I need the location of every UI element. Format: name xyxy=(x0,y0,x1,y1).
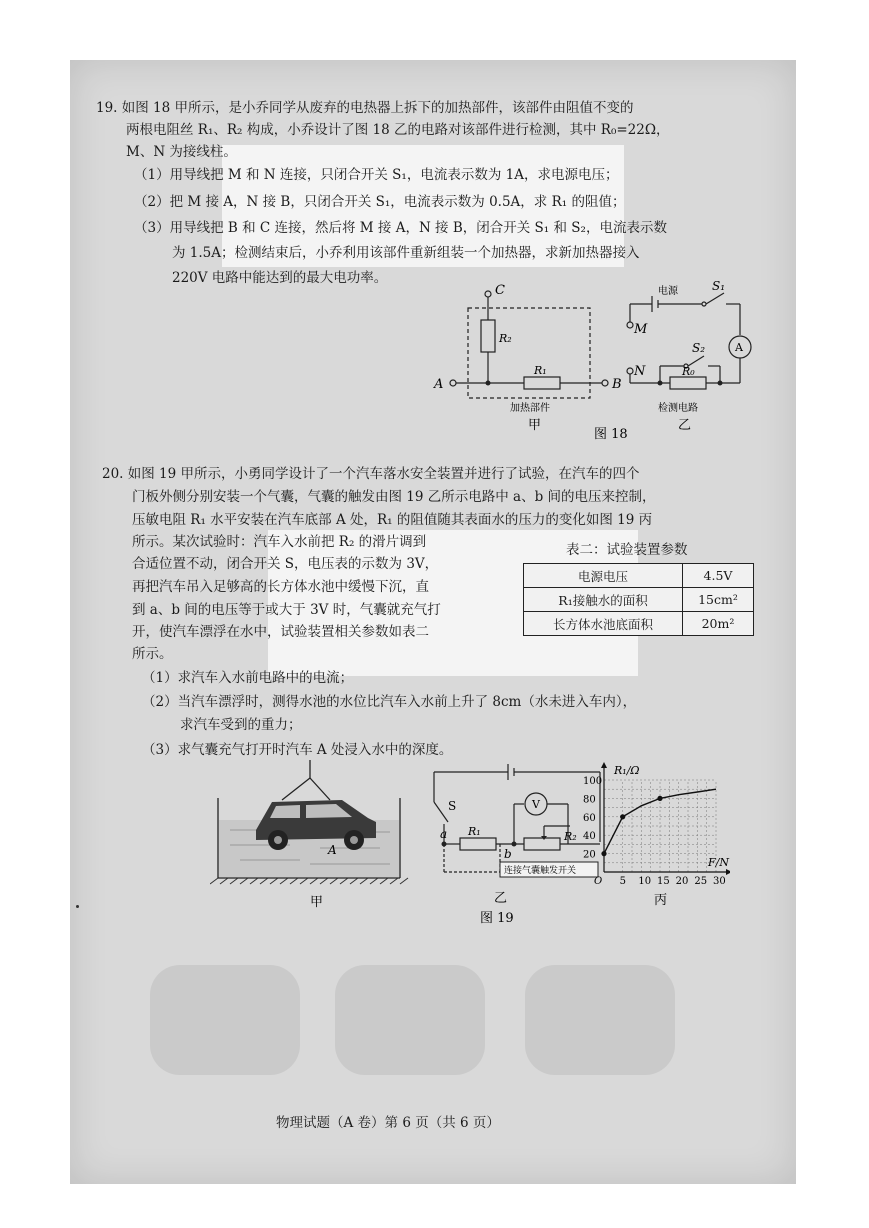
heating-part-diagram xyxy=(450,291,608,398)
q20-stem-line3: 压敏电阻 R₁ 水平安装在汽车底部 A 处，R₁ 的阻值随其表面水的压力的变化如图 19 丙 xyxy=(132,512,653,528)
point-a-label: a xyxy=(440,827,448,841)
params-table-title: 表二：试验装置参数 xyxy=(566,542,688,558)
y-tick-label: 40 xyxy=(583,831,596,843)
q20-stem-line9: 所示。 xyxy=(132,646,173,662)
R1-resistor-label: R₁ xyxy=(468,825,481,838)
q20-stem-line1: 20. 如图 19 甲所示，小勇同学设计了一个汽车落水安全装置并进行了试验，在汽车的四个 xyxy=(102,466,640,482)
q20-stem-line6: 再把汽车吊入足够高的长方体水池中缓慢下沉，直 xyxy=(132,579,429,595)
fig19-yi-label: 乙 xyxy=(494,891,508,906)
q20-stem-line4: 所示。某次试验时：汽车入水前把 R₂ 的滑片调到 xyxy=(132,534,427,550)
q20-stem-line5: 合适位置不动，闭合开关 S，电压表的示数为 3V， xyxy=(132,556,439,572)
q20-part2-line2: 求汽车受到的重力； xyxy=(180,717,302,733)
fig18-yi-label: 乙 xyxy=(678,418,692,433)
terminal-A-label: A xyxy=(434,377,444,392)
q19-stem-line3: M、N 为接线柱。 xyxy=(126,144,237,160)
R2-label: R₂ xyxy=(499,332,512,345)
x-tick-label: 30 xyxy=(713,876,726,887)
table-row xyxy=(524,612,754,636)
faint-watermark xyxy=(335,965,485,1075)
y-tick-label: 100 xyxy=(583,776,603,787)
point-b-label: b xyxy=(504,847,512,861)
data-point xyxy=(657,796,662,801)
point-A-label: A xyxy=(328,843,337,857)
q19-part3-line3: 220V 电路中能达到的最大电功率。 xyxy=(172,270,388,286)
terminal-B-label: B xyxy=(612,377,622,392)
x-tick-label: 10 xyxy=(638,876,652,887)
q19-stem-line2: 两根电阻丝 R₁、R₂ 构成，小乔设计了图 18 乙的电路对该部件进行检测，其中 R₀=22Ω， xyxy=(126,122,670,138)
chart-grid xyxy=(604,780,716,872)
q19-stem-line1: 19. 如图 18 甲所示，是小乔同学从废弃的电热器上拆下的加热部件，该部件由阻值不变的 xyxy=(96,100,634,116)
data-point xyxy=(620,814,625,819)
ammeter-label: A xyxy=(735,341,743,354)
page-footer: 物理试题（A 卷）第 6 页（共 6 页） xyxy=(276,1115,500,1131)
R0-label: R₀ xyxy=(682,365,695,378)
trigger-switch-label: 连接气囊触发开关 xyxy=(504,866,577,876)
table-cell: 长方体水池底面积 xyxy=(524,612,683,636)
fig19-jia-label: 甲 xyxy=(310,895,324,910)
figure-19-resistance-chart xyxy=(580,760,730,910)
params-table xyxy=(523,563,754,636)
x-tick-label: 25 xyxy=(694,876,708,887)
q20-part2: （2）当汽车漂浮时，测得水池的水位比汽车入水前上升了 8cm（水未进入车内）， xyxy=(142,694,637,710)
q19-part2: （2）把 M 接 A，N 接 B，只闭合开关 S₁，电流表示数为 0.5A，求 R₁ 的阻值； xyxy=(134,194,626,210)
voltmeter-label: V xyxy=(532,798,540,811)
data-point xyxy=(601,851,606,856)
fig19-caption: 图 19 xyxy=(480,911,514,926)
q19-part1: （1）用导线把 M 和 N 连接，只闭合开关 S₁，电流表示数为 1A，求电源电压； xyxy=(134,167,619,183)
figure-18 xyxy=(420,280,780,445)
q20-stem-line2: 门板外侧分别安装一个气囊，气囊的触发由图 19 乙所示电路中 a、b 间的电压来控制， xyxy=(132,489,656,505)
x-axis-label: F/N xyxy=(708,856,729,869)
terminal-M-label: M xyxy=(634,322,648,337)
fig19-bing-label: 丙 xyxy=(654,893,668,908)
fig18-caption: 图 18 xyxy=(594,427,628,442)
y-tick-label: 80 xyxy=(583,794,596,806)
S1-label: S₁ xyxy=(712,280,726,293)
faint-watermark xyxy=(150,965,300,1075)
q19-part3: （3）用导线把 B 和 C 连接，然后将 M 接 A，N 接 B，闭合开关 S₁ 和 S₂，电流表示数 xyxy=(134,220,667,236)
x-tick-label: 5 xyxy=(619,876,627,887)
y-axis-arrow xyxy=(601,762,607,768)
S2-label: S₂ xyxy=(692,341,706,355)
R2-rheostat-label: R₂ xyxy=(564,830,577,843)
table-cell: R₁接触水的面积 xyxy=(524,588,683,612)
table-row xyxy=(524,564,754,588)
terminal-N-label: N xyxy=(634,364,646,379)
origin-label: O xyxy=(594,876,603,887)
x-axis-arrow xyxy=(726,869,730,875)
terminal-C-label: C xyxy=(495,283,505,298)
table-row xyxy=(524,588,754,612)
R1-label: R₁ xyxy=(534,364,547,377)
y-axis-label: R₁/Ω xyxy=(614,764,640,777)
table-cell: 15cm² xyxy=(683,588,754,612)
heating-part-label: 加热部件 xyxy=(510,403,550,414)
q20-stem-line8: 开，使汽车漂浮在水中，试验装置相关参数如表二 xyxy=(132,624,429,640)
x-tick-label: 15 xyxy=(657,876,670,887)
q20-stem-line7: 到 a、b 间的电压等于或大于 3V 时，气囊就充气打 xyxy=(132,602,441,618)
fig18-jia-label: 甲 xyxy=(528,418,542,433)
q20-part3: （3）求气囊充气打开时汽车 A 处浸入水中的深度。 xyxy=(142,742,453,758)
power-source-label: 电源 xyxy=(658,286,678,297)
detection-circuit-label: 检测电路 xyxy=(658,403,698,414)
y-tick-label: 20 xyxy=(583,849,596,861)
stray-dot xyxy=(76,905,79,908)
table-cell: 电源电压 xyxy=(524,564,683,588)
figure-19-car-pool xyxy=(210,760,410,915)
faint-watermark xyxy=(525,965,675,1075)
x-tick-label: 20 xyxy=(675,876,689,887)
q20-part1: （1）求汽车入水前电路中的电流； xyxy=(142,670,354,686)
q19-part3-line2: 为 1.5A；检测结束后，小乔利用该部件重新组装一个加热器，求新加热器接入 xyxy=(172,245,640,261)
table-cell: 20m² xyxy=(683,612,754,636)
table-cell: 4.5V xyxy=(683,564,754,588)
switch-S-label: S xyxy=(448,799,457,813)
y-tick-label: 60 xyxy=(583,812,596,824)
